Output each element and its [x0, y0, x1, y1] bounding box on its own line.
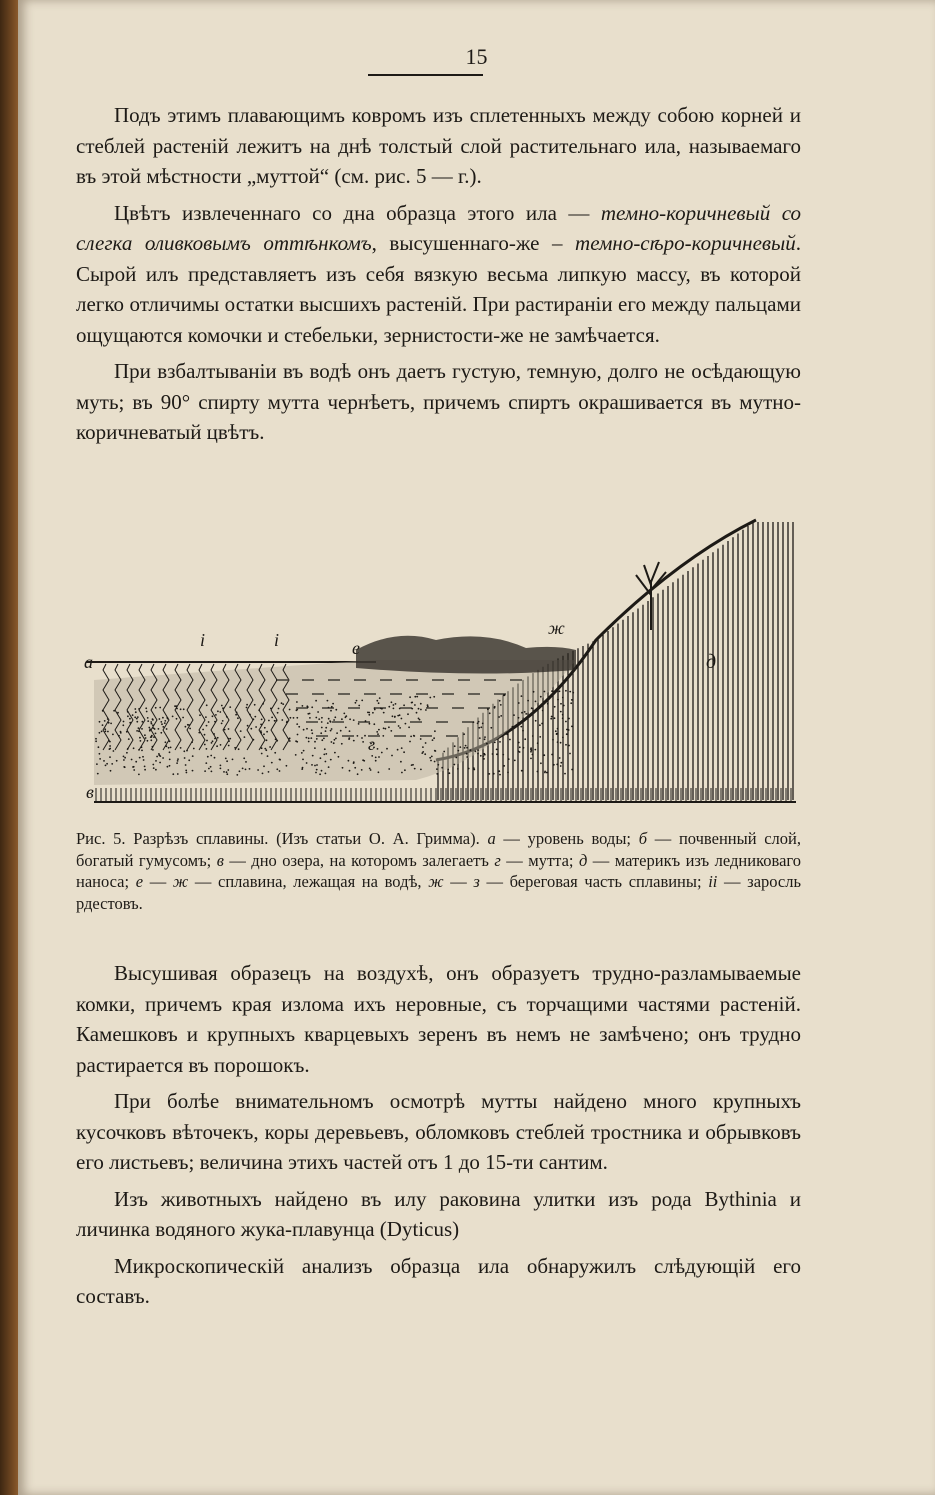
page-number: 15 [465, 44, 488, 69]
label-i-1: i [200, 630, 206, 650]
book-page [18, 0, 935, 1495]
paragraph-1: Подъ этимъ плавающимъ ковромъ изъ сплетенныхъ между собою корней и стеблей растеній лежитъ на днѣ толстый слой растительнаго ила, называемаго въ этой мѣстности „муттой“ (см. рис. 5 — г.). [76, 103, 801, 188]
paragraph-2: Цвѣтъ извлеченнаго со дна образца этого ила — темно-коричневый со слегка оливковымъ оттѣнкомъ, высушеннаго-же – темно-сѣро-коричневый. Сырой илъ представляетъ изъ себя вязкую весьма липкую массу, въ которой легко отличимы остатки высшихъ растеній. При растираніи его между пальцами ощущаются комочки и стебельки, зернистости-же не замѣчается. [76, 200, 801, 347]
book-spine [0, 0, 18, 1495]
paragraph-4: Высушивая образецъ на воздухѣ, онъ образуетъ трудно-разламываемые комки, причемъ края излома ихъ неровные, съ торчащими частями растеній. Камешковъ и крупныхъ кварцевыхъ зеренъ въ немъ не замѣчено; онъ трудно растирается въ порошокъ. [76, 961, 801, 1077]
page-number-rule [368, 74, 483, 76]
label-a: а [84, 652, 93, 672]
label-zh: ж [548, 618, 565, 638]
label-g: г [368, 734, 376, 754]
paragraph-7: Микроскопическій анализъ образца ила обнаружилъ слѣдующій его составъ. [76, 1253, 801, 1308]
paragraph-3: При взбалтываніи въ водѣ онъ даетъ густую, темную, долго не осѣдающую муть; въ 90° спирту мутта чернѣетъ, причемъ спиртъ окрашивается въ мутно-коричневатый цвѣтъ. [76, 359, 801, 444]
bottom-text [76, 958, 801, 1318]
tree-sketch [636, 562, 666, 630]
label-i-2: i [274, 630, 280, 650]
top-text [76, 100, 801, 454]
cross-section-figure [76, 510, 806, 810]
label-v: в [86, 782, 94, 802]
figure-caption: Рис. 5. Разрѣзъ сплавины. (Изъ статьи О. А. Гримма). а — уровень воды; б — почвенный слой, богатый гумусомъ; в — дно озера, на которомъ залегаетъ г — мутта; д — материкъ изъ ледниковаго наноса; е — ж — сплавина, лежащая на водѣ, ж — з — береговая часть сплавины; ii — заросль рдестовъ. [76, 829, 802, 913]
label-e: е [352, 638, 360, 658]
floating-mat [356, 636, 576, 674]
paragraph-6: Изъ животныхъ найдено въ илу раковина улитки изъ рода Bythinia и личинка водяного жука-плавунца (Dyticus) [76, 1186, 801, 1241]
paragraph-5: При болѣе внимательномъ осмотрѣ мутты найдено много крупныхъ кусочковъ вѣточекъ, коры деревьевъ, обломковъ стеблей тростника и обрывковъ его листьевъ; величина этихъ частей отъ 1 до 15-ти сантим. [76, 1089, 801, 1174]
label-d: д [706, 651, 717, 673]
